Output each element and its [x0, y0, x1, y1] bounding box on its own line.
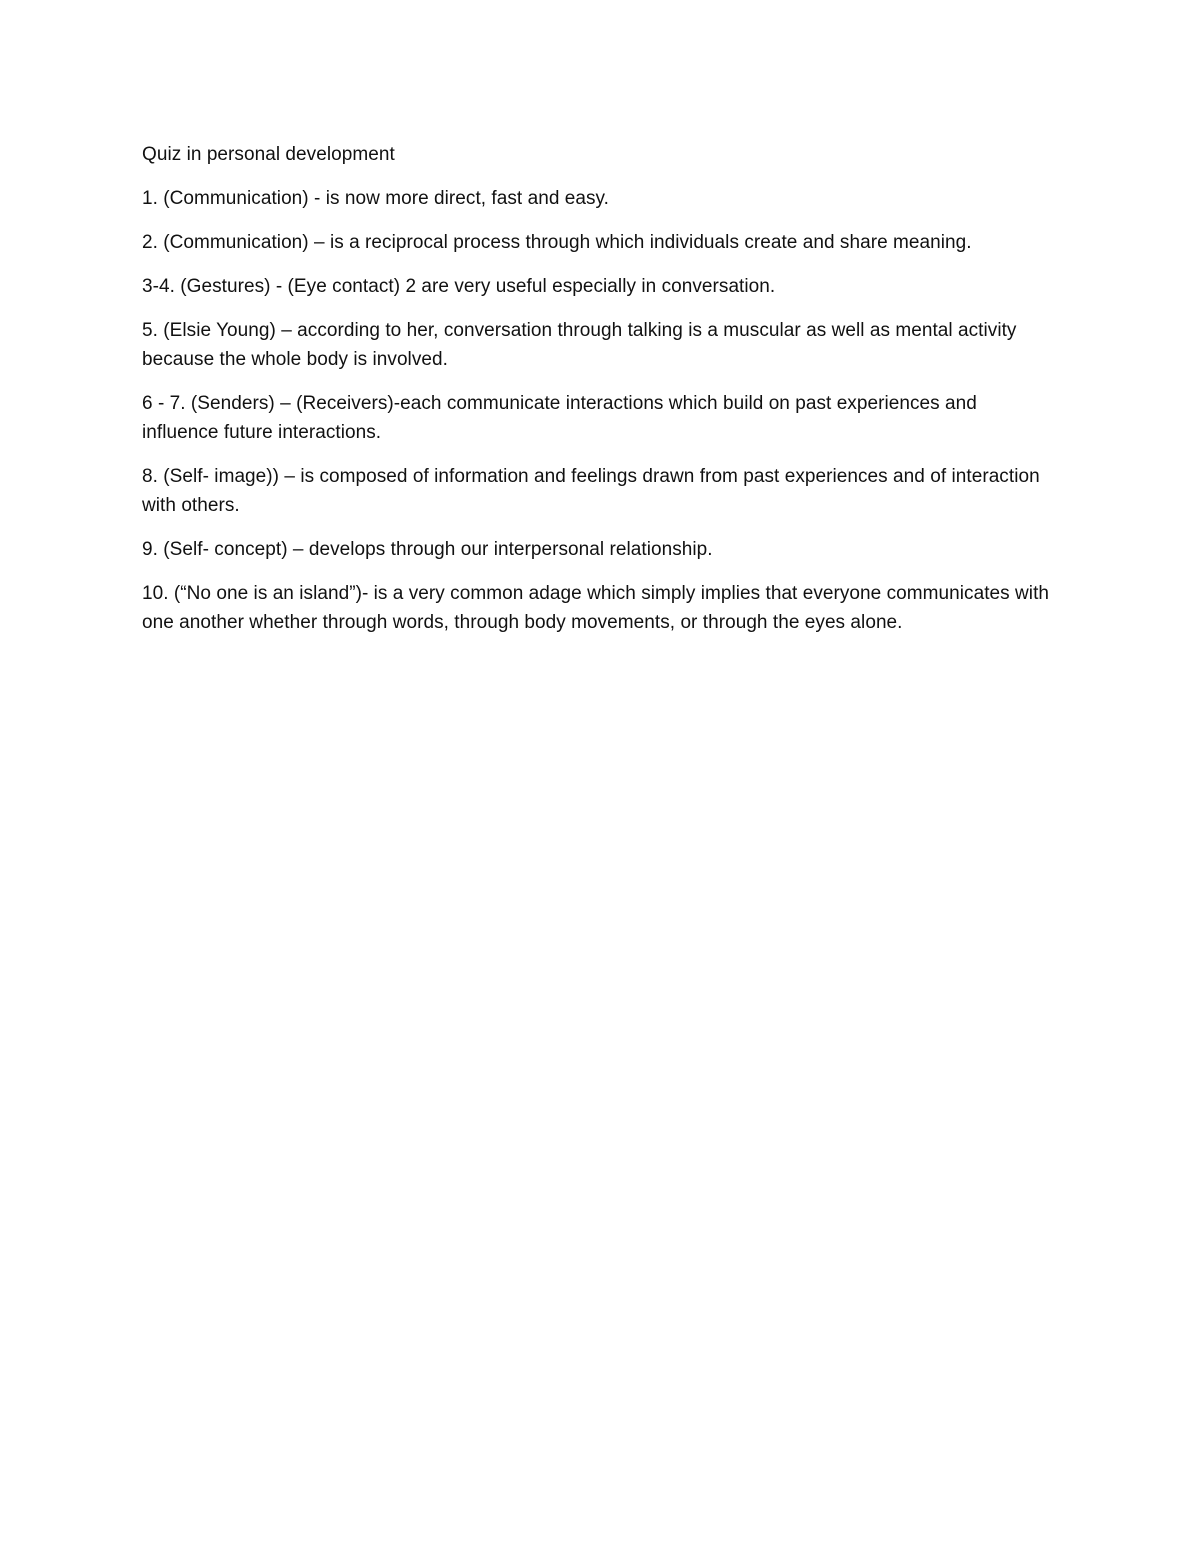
question-item: 2. (Communication) – is a reciprocal process through which individuals create and share meaning. [142, 232, 972, 253]
question-item: 10. (“No one is an island”)- is a very common adage which simply implies that everyone communicates with one another whether through words, through body movements, or through the eyes alone. [142, 583, 1050, 633]
question-item: 5. (Elsie Young) – according to her, conversation through talking is a muscular as well as mental activity because the whole body is involved. [142, 320, 1017, 370]
question-item: 3-4. (Gestures) - (Eye contact) 2 are very useful especially in conversation. [142, 276, 776, 297]
document-title: Quiz in personal development [142, 144, 395, 165]
question-item: 1. (Communication) - is now more direct, fast and easy. [142, 188, 610, 209]
question-item: 8. (Self- image)) – is composed of information and feelings drawn from past experiences and of interaction with others. [142, 466, 1040, 516]
question-item: 6 - 7. (Senders) – (Receivers)-each communicate interactions which build on past experiences and influence future interactions. [142, 393, 977, 443]
document-body [142, 140, 1052, 652]
question-item: 9. (Self- concept) – develops through our interpersonal relationship. [142, 539, 713, 560]
question-list [142, 184, 1052, 637]
